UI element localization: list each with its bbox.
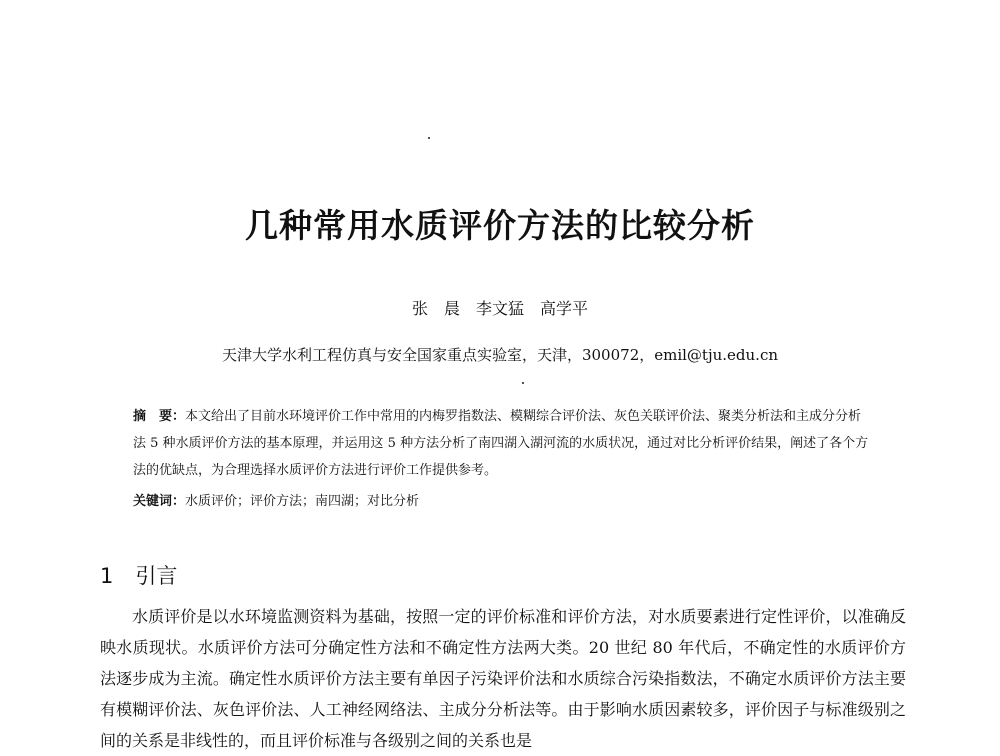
- abstract: [133, 403, 871, 484]
- abstract-text: 本文给出了目前水环境评价工作中常用的内梅罗指数法、模糊综合评价法、灰色关联评价法、聚类分析法和主成分分析法 5 种水质评价方法的基本原理，并运用这 5 种方法分析了南四湖入湖河流的水质状况，通过对比分析评价结果，阐述了各个方法的优缺点，为合理选择水质评价方法进行评价工作提供参考。: [133, 409, 869, 478]
- scan-speck: [428, 137, 430, 139]
- keywords-text: 水质评价；评价方法；南四湖；对比分析: [185, 494, 420, 509]
- affiliation: 天津大学水利工程仿真与安全国家重点实验室，天津，300072，emil@tju.edu.cn: [221, 346, 779, 364]
- section-title: 引言: [135, 564, 178, 588]
- author-list: 张 晨 李文猛 高学平: [411, 299, 588, 318]
- keywords-label: 关键词：: [133, 494, 186, 509]
- scan-speck: [522, 382, 524, 384]
- section-heading: [100, 560, 177, 590]
- abstract-label: 摘 要：: [133, 409, 186, 424]
- section-number: 1: [100, 564, 114, 588]
- body-paragraph: 水质评价是以水环境监测资料为基础，按照一定的评价标准和评价方法，对水质要素进行定性评价，以准确反映水质现状。水质评价方法可分确定性方法和不确定性方法两大类。20 世纪 80 年代后，不确定性的水质评价方法逐步成为主流。确定性水质评价方法主要有单因子污染评价法和水质综合污染指数法，不确定水质评价方法主要有模糊评价法、灰色评价法、人工神经网络法、主成分分析法等。由于影响水质因素较多，评价因子与标准级别之间的关系是非线性的，而且评价标准与各级别之间的关系也是: [100, 607, 906, 750]
- keywords: [133, 488, 871, 515]
- paper-title: 几种常用水质评价方法的比较分析: [245, 206, 755, 245]
